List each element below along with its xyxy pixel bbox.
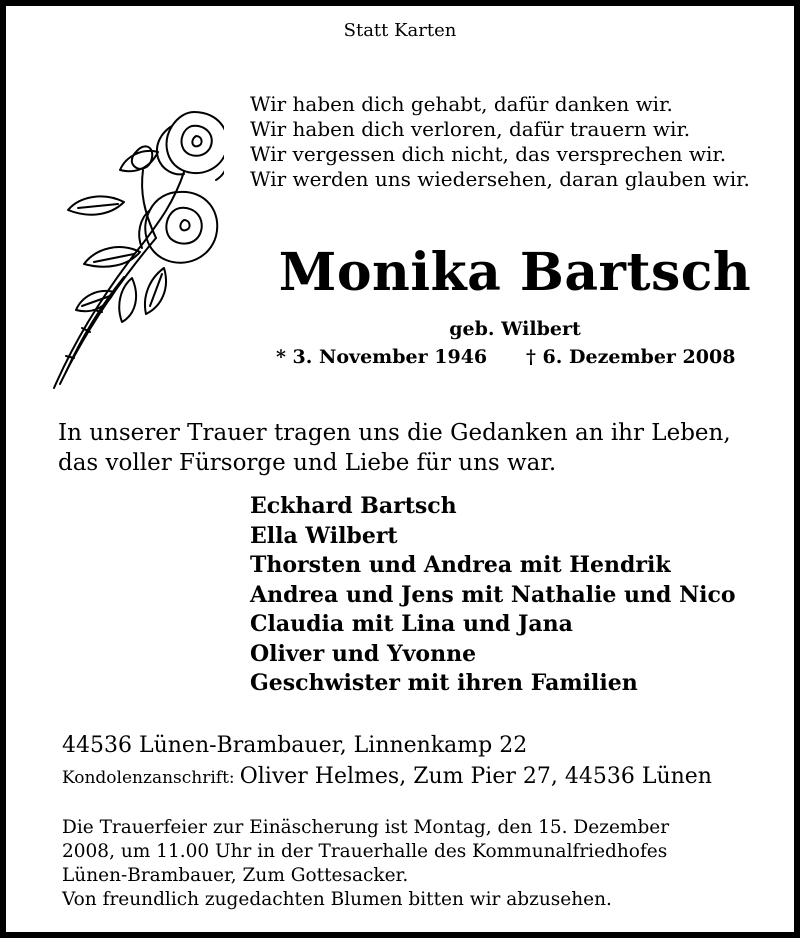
rose-illustration-icon xyxy=(44,92,224,392)
family-member: Thorsten und Andrea mit Hendrik xyxy=(250,552,671,578)
birth-date: * 3. November 1946 xyxy=(276,346,488,368)
condolence-address xyxy=(62,764,712,789)
poem-line: Wir haben dich gehabt, dafür danken wir. xyxy=(250,92,673,116)
deceased-name: Monika Bartsch xyxy=(278,242,752,303)
mourning-text: In unserer Trauer tragen uns die Gedanken an ihr Leben, das voller Fürsorge und Liebe für uns war. xyxy=(58,420,731,476)
condolence-value: Oliver Helmes, Zum Pier 27, 44536 Lünen xyxy=(239,764,712,789)
ceremony-line: Von freundlich zugedachten Blumen bitten wir abzusehen. xyxy=(62,889,612,910)
poem-line: Wir vergessen dich nicht, das versprechen wir. xyxy=(250,142,727,166)
family-member: Geschwister mit ihren Familien xyxy=(250,670,638,696)
family-member: Oliver und Yvonne xyxy=(250,640,477,667)
poem-line: Wir werden uns wiedersehen, daran glauben wir. xyxy=(250,167,750,191)
family-member: Andrea und Jens mit Nathalie und Nico xyxy=(250,581,736,608)
ceremony-line: 2008, um 11.00 Uhr in der Trauerhalle des Kommunalfriedhofes xyxy=(62,841,668,862)
home-address: 44536 Lünen-Brambauer, Linnenkamp 22 xyxy=(62,733,528,758)
birth-name: geb. Wilbert xyxy=(449,318,581,340)
family-member: Ella Wilbert xyxy=(250,522,398,549)
family-list xyxy=(250,492,736,699)
death-date: † 6. Dezember 2008 xyxy=(526,346,736,368)
ceremony-line: Lünen-Brambauer, Zum Gottesacker. xyxy=(62,865,409,886)
ceremony-line: Die Trauerfeier zur Einäscherung ist Montag, den 15. Dezember xyxy=(62,817,670,838)
ceremony-info xyxy=(62,816,669,912)
poem-block xyxy=(250,92,750,192)
poem-line: Wir haben dich verloren, dafür trauern wir. xyxy=(250,117,691,141)
condolence-label: Kondolenzanschrift: xyxy=(62,768,235,788)
statt-karten-header: Statt Karten xyxy=(343,20,457,41)
family-member: Eckhard Bartsch xyxy=(250,493,457,519)
family-member: Claudia mit Lina und Jana xyxy=(250,611,573,637)
